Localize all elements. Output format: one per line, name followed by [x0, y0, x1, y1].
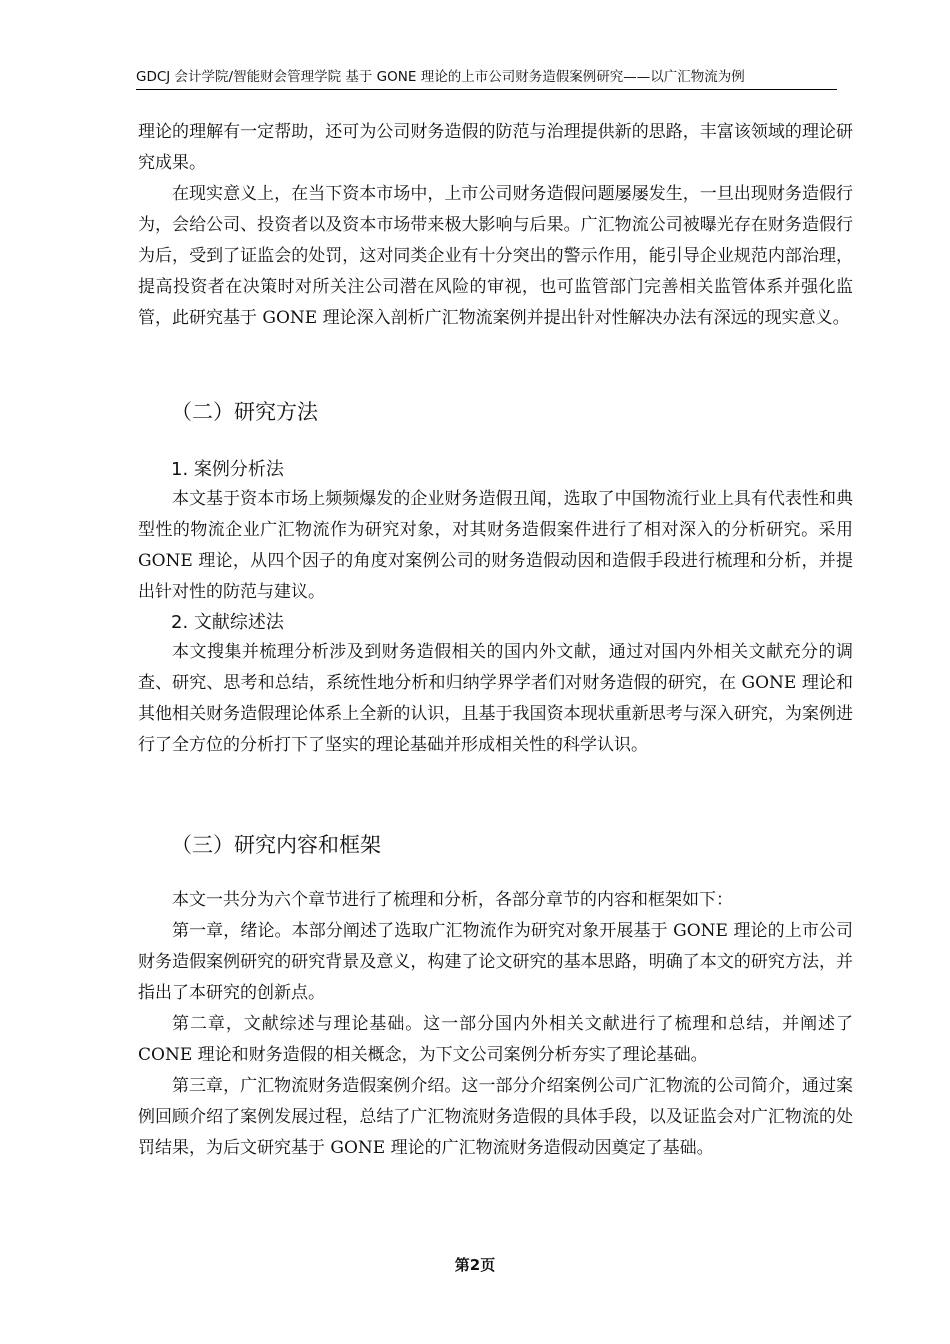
subheading-case-analysis: 1. 案例分析法: [171, 459, 284, 480]
paragraph-framework-intro: 本文一共分为六个章节进行了梳理和分析，各部分章节的内容和框架如下：: [172, 890, 733, 910]
paragraph-case-analysis: 本文基于资本市场上频频爆发的企业财务造假丑闻，选取了中国物流行业上具有代表性和典型性的物流企业广汇物流作为研究对象，对其财务造假案件进行了相对深入的分析研究。采用 GONE 理论，从四个因子的角度对案例公司的财务造假动因和造假手段进行梳理和分析，并提出针对性的防范与建议。: [138, 489, 853, 602]
subheading-literature-review: 2. 文献综述法: [171, 612, 284, 633]
paragraph-chapter-two: 第二章，文献综述与理论基础。这一部分国内外相关文献进行了梳理和总结，并阐述了 CONE 理论和财务造假的相关概念，为下文公司案例分析夯实了理论基础。: [138, 1014, 853, 1065]
section-heading-research-methods: （二）研究方法: [171, 400, 318, 424]
intro-block: [138, 117, 853, 334]
running-header: GDCJ 会计学院/智能财会管理学院 基于 GONE 理论的上市公司财务造假案例研究——以广汇物流为例: [136, 67, 837, 90]
paragraph-chapter-one: 第一章，绪论。本部分阐述了选取广汇物流作为研究对象开展基于 GONE 理论的上市公司财务造假案例研究的研究背景及意义，构建了论文研究的基本思路，明确了本文的研究方法，并指出了本研究的创新点。: [138, 921, 853, 1003]
paragraph-literature-review: 本文搜集并梳理分析涉及到财务造假相关的国内外文献，通过对国内外相关文献充分的调查、研究、思考和总结，系统性地分析和归纳学界学者们对财务造假的研究，在 GONE 理论和其他相关财务造假理论体系上全新的认识，且基于我国资本现状重新思考与深入研究，为案例进行了全方位的分析打下了坚实的理论基础并形成相关性的科学认识。: [138, 642, 853, 755]
section-heading-content-framework: （三）研究内容和框架: [171, 833, 381, 857]
framework-block: [138, 885, 853, 1164]
paragraph-practical-significance: 在现实意义上，在当下资本市场中，上市公司财务造假问题屡屡发生，一旦出现财务造假行为，会给公司、投资者以及资本市场带来极大影响与后果。广汇物流公司被曝光存在财务造假行为后，受到了证监会的处罚，这对同类企业有十分突出的警示作用，能引导企业规范内部治理，提高投资者在决策时对所关注公司潜在风险的审视，也可监管部门完善相关监管体系并强化监管，此研究基于 GONE 理论深入剖析广汇物流案例并提出针对性解决办法有深远的现实意义。: [138, 184, 853, 328]
paragraph-chapter-three: 第三章，广汇物流财务造假案例介绍。这一部分介绍案例公司广汇物流的公司简介，通过案例回顾介绍了案例发展过程，总结了广汇物流财务造假的具体手段，以及证监会对广汇物流的处罚结果，为后文研究基于 GONE 理论的广汇物流财务造假动因奠定了基础。: [138, 1076, 853, 1158]
methods-block: [138, 455, 853, 761]
paragraph-theory-significance-cont: 理论的理解有一定帮助，还可为公司财务造假的防范与治理提供新的思路，丰富该领域的理论研究成果。: [138, 122, 853, 173]
page-number: 第2页: [454, 1256, 496, 1274]
